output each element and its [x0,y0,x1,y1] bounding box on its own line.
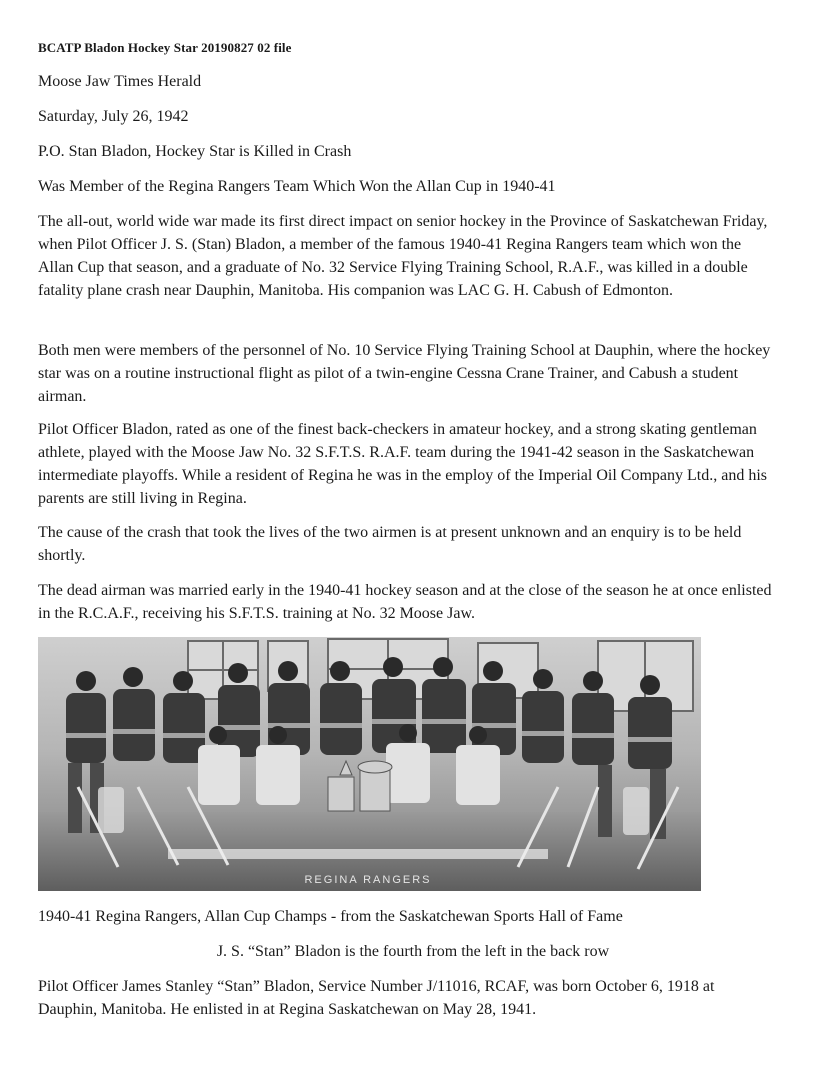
photo-banner-text: REGINA RANGERS [304,874,432,886]
article-paragraph: The cause of the crash that took the lives of the two airmen is at present unknown and an enquiry is to be held shortly. [38,524,742,564]
article-paragraph: The all-out, world wide war made its first direct impact on senior hockey in the Province of Saskatchewan Friday, when Pilot Officer J. S. (Stan) Bladon, a member of the famous 1940-41 Regina Rangers team which won the Allan Cup that season, and a graduate of No. 32 Service Flying Training School, R.A.F., was killed in a double fatality plane crash near Dauphin, Manitoba. His companion was LAC G. H. Cabush of Edmonton. [38,213,768,299]
team-photo-image [38,637,701,891]
headline: P.O. Stan Bladon, Hockey Star is Killed in Crash [38,143,352,160]
article-paragraph: The dead airman was married early in the 1940-41 hockey season and at the close of the season he at once enlisted in the R.C.A.F., receiving his S.F.T.S. training at No. 32 Moose Jaw. [38,582,772,622]
photo-caption: 1940-41 Regina Rangers, Allan Cup Champs - from the Saskatchewan Sports Hall of Fame [38,908,623,925]
team-photo [38,637,701,891]
article-paragraph: Pilot Officer Bladon, rated as one of the finest back-checkers in amateur hockey, and a strong skating gentleman athlete, played with the Moose Jaw No. 32 S.F.T.S. R.A.F. team during the 1941-42 season in the Saskatchewan intermediate playoffs. While a resident of Regina he was in the employ of the Imperial Oil Company Ltd., and his parents are still living in Regina. [38,421,767,507]
newspaper-name: Moose Jaw Times Herald [38,73,202,90]
article-paragraph: Both men were members of the personnel of No. 10 Service Flying Training School at Dauphin, where the hockey star was on a routine instructional flight as pilot of a twin-engine Cessna Crane Trainer, and Cabush a student airman. [38,342,771,405]
closing-paragraph: Pilot Officer James Stanley “Stan” Bladon, Service Number J/11016, RCAF, was born October 6, 1918 at Dauphin, Manitoba. He enlisted in at Regina Saskatchewan on May 28, 1941. [38,978,715,1018]
file-label: BCATP Bladon Hockey Star 20190827 02 file [38,40,292,55]
subheadline: Was Member of the Regina Rangers Team Which Won the Allan Cup in 1940-41 [38,178,556,195]
article-date: Saturday, July 26, 1942 [38,108,189,125]
identification-caption: J. S. “Stan” Bladon is the fourth from the left in the back row [216,943,610,960]
